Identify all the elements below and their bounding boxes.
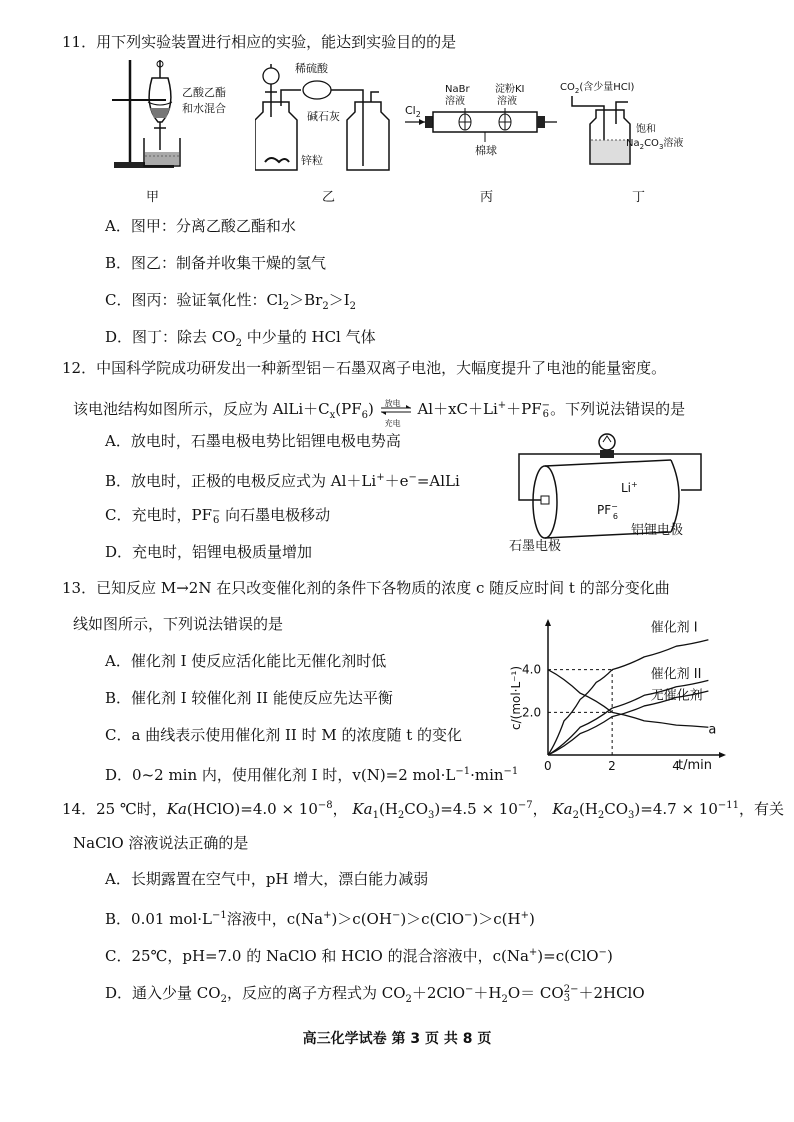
q11-stem: 11．用下列实验装置进行相应的实验，能达到实验目的的是 xyxy=(62,33,457,51)
yi-lime-label: 碱石灰 xyxy=(307,110,340,123)
figure-ding xyxy=(560,74,720,170)
series-label-2: 无催化剂 xyxy=(650,688,703,704)
series-label-1: 催化剂 II xyxy=(650,667,702,683)
q13-stem-line2: 线如图所示，下列说法错误的是 xyxy=(73,615,284,633)
ding-gas: $CO_2$(含少量HCl) xyxy=(560,82,635,95)
chart-y-label: c/(mol·L⁻¹) xyxy=(509,665,523,730)
q13-option-d: D．0~2 min 内，使用催化剂 I 时，v(N)=2 $mol\cdot L^{-1}\cdot\min^{-1}$ xyxy=(105,766,519,784)
bing-ki-1: 淀粉KI xyxy=(495,84,525,95)
caption-yi: 乙 xyxy=(322,190,336,205)
q13-option-b: B．催化剂 I 较催化剂 II 能使反应先达平衡 xyxy=(105,689,393,707)
y-tick-0: 2.0 xyxy=(522,705,542,720)
jia-label-2: 和水混合 xyxy=(182,102,226,115)
x-tick-1: 2 xyxy=(608,759,616,773)
q11-option-d: D．图丁：除去 $CO_2$ 中少量的 HCl 气体 xyxy=(105,328,376,349)
x-tick-2: 4 xyxy=(672,759,680,773)
y-axis-arrow xyxy=(545,619,551,626)
ding-sat: 饱和 xyxy=(636,124,656,135)
yi-acid-label: 稀硫酸 xyxy=(295,62,328,75)
chart-lines xyxy=(548,619,716,755)
x-tick-0: 0 xyxy=(544,759,552,773)
bing-ki-2: 溶液 xyxy=(497,96,517,107)
figure-jia xyxy=(108,56,248,174)
q13-stem: 13．已知反应 M→2N 在只改变催化剂的条件下各物质的浓度 c 随反应时间 t 的部分变化曲 xyxy=(62,579,670,597)
q14-stem: 14．25 ℃时，Ka(HClO)=4.0 × $10^{-8}$， $Ka_1(H_2CO_3)=4.5 \times 10^{-7}$， $Ka_2(H_2CO_3)=4.7 \times 10^{-11}$，有关 xyxy=(62,800,784,821)
x-axis-arrow xyxy=(719,752,726,758)
q12-option-c: C．充电时，PF − 6 向石墨电极移动 xyxy=(105,506,331,526)
series-label-0: 催化剂 I xyxy=(650,620,698,636)
page-footer: 高三化学试卷 第 3 页 共 8 页 xyxy=(302,1031,492,1047)
alli-electrode-label: 铝锂电极 xyxy=(631,523,684,538)
q11-option-a: A．图甲：分离乙酸乙酯和水 xyxy=(105,217,296,235)
q12-option-b: B．放电时，正极的电极反应式为 Al＋Li+＋e−=AlLi xyxy=(105,472,460,490)
q12-stem-line2: 该电池结构如图所示，反应为 $AlLi+C_x(PF_6)$ 放电 充电 Al＋xC＋Li+＋PF − 6 。下列说法错误的是 xyxy=(73,399,686,428)
reversible-arrow: 放电 充电 xyxy=(379,400,413,420)
q12-option-d: D．充电时，铝锂电极质量增加 xyxy=(105,543,313,561)
jia-label-1: 乙酸乙酯 xyxy=(182,86,226,99)
q14-option-c: C．25℃，pH=7.0 的 NaClO 和 HClO 的混合溶液中，c(Na+)=c(ClO−) xyxy=(105,947,613,965)
figure-yi xyxy=(255,62,420,177)
chart-x-label: t/min xyxy=(678,758,712,773)
q14-option-a: A．长期露置在空气中，pH 增大，漂白能力减弱 xyxy=(105,870,429,888)
q11-option-b: B．图乙：制备并收集干燥的氢气 xyxy=(105,254,327,272)
series-label-3: a xyxy=(708,722,717,738)
q14-stem-line2: NaClO 溶液说法正确的是 xyxy=(73,834,249,852)
bing-cotton: 棉球 xyxy=(475,144,497,157)
q11-option-c: C．图丙：验证氧化性：$Cl_2>Br_2>I_2$ xyxy=(105,291,357,312)
ding-na2co3: $Na_2CO_3$溶液 xyxy=(626,138,684,151)
q13-option-c: C．a 曲线表示使用催化剂 II 时 M 的浓度随 t 的变化 xyxy=(105,726,463,744)
q12-option-a: A．放电时，石墨电极电势比铝锂电极电势高 xyxy=(105,432,401,450)
bing-nabr-2: 溶液 xyxy=(445,96,465,107)
bing-nabr-1: NaBr xyxy=(445,84,470,95)
battery-li-label: Li+ xyxy=(621,480,638,495)
q14-option-b: B．0.01 $mol\cdot L^{-1}$溶液中，c(Na+)＞c(OH−)＞c(ClO−)＞c(H+) xyxy=(105,910,535,928)
bing-cl2: $Cl_2$ xyxy=(405,104,421,119)
concentration-chart xyxy=(500,615,730,780)
q13-option-a: A．催化剂 I 使反应活化能比无催化剂时低 xyxy=(105,652,387,670)
q14-option-d: D．通入少量 $CO_2$，反应的离子方程式为 $CO_2+2ClO^-+H_2O=$ CO 2− 3 ＋2HClO xyxy=(105,984,645,1005)
graphite-electrode-label: 石墨电极 xyxy=(509,539,562,554)
caption-bing: 丙 xyxy=(480,190,494,205)
y-tick-1: 4.0 xyxy=(522,662,542,677)
battery-figure xyxy=(505,430,715,555)
battery-pf-label: PF− 6 xyxy=(597,502,618,521)
q12-stem: 12．中国科学院成功研发出一种新型铝－石墨双离子电池，大幅度提升了电池的能量密度。 xyxy=(62,359,667,377)
yi-zinc-label: 锌粒 xyxy=(301,154,323,167)
figure-bing xyxy=(405,78,565,158)
caption-ding: 丁 xyxy=(632,190,646,205)
chart-guides xyxy=(548,670,612,755)
caption-jia: 甲 xyxy=(146,190,160,205)
